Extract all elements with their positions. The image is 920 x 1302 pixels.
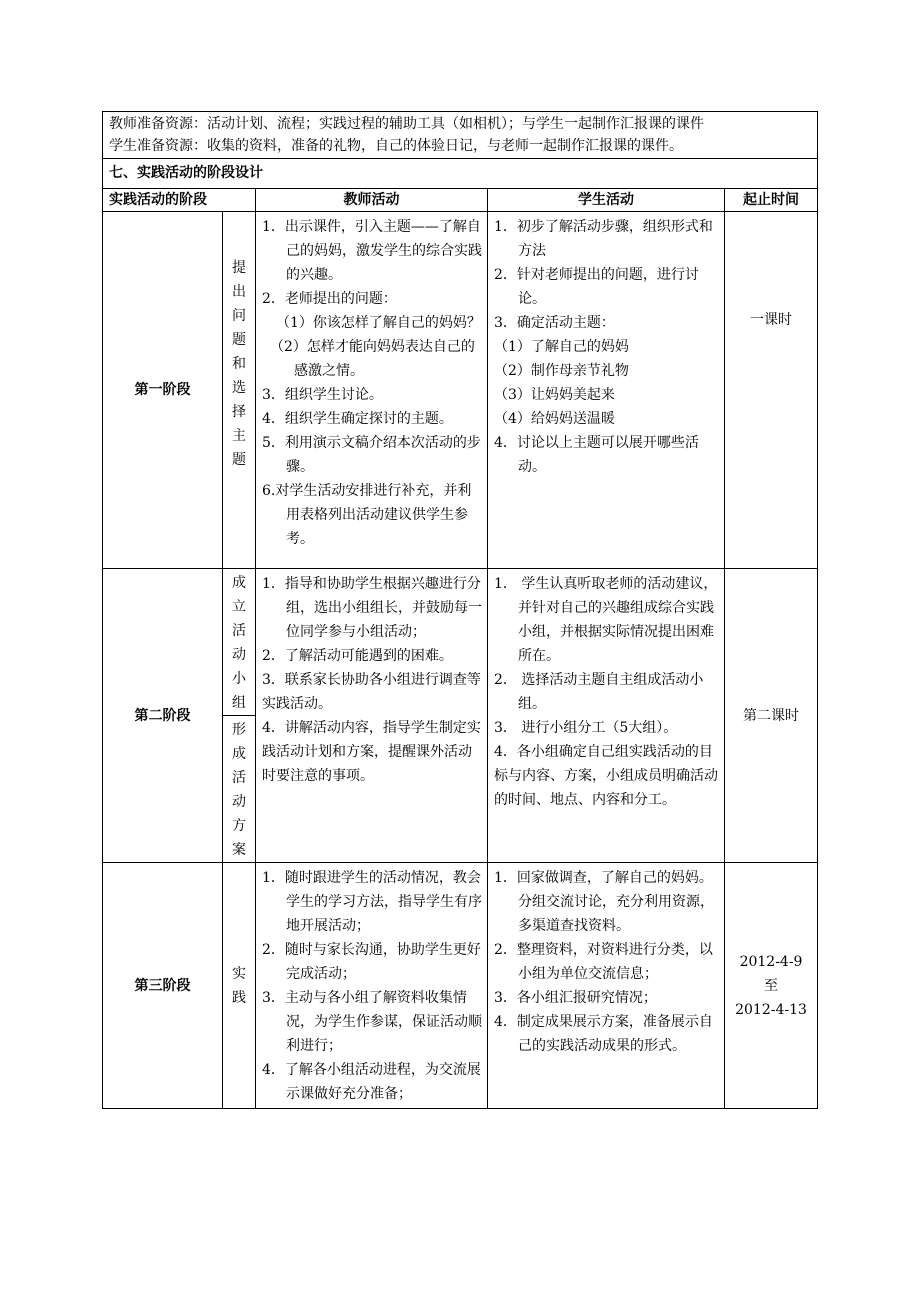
- list-item: 5．利用演示文稿介绍本次活动的步骤。: [262, 435, 481, 475]
- sub-char: 成: [232, 746, 246, 762]
- teacher-activities: [256, 569, 488, 863]
- sub-char: 形: [232, 722, 246, 738]
- sub-char: 和: [232, 356, 246, 372]
- list-item: 1． 学生认真听取老师的活动建议，并针对自己的兴趣组成综合实践小组，并根据实际情况提出困难所在。: [494, 576, 718, 664]
- stage-name: 第三阶段: [103, 863, 223, 1109]
- stage-row-2: [103, 569, 818, 716]
- list-item: 2．了解活动可能遇到的困难。: [262, 648, 453, 664]
- list-item: 1．指导和协助学生根据兴趣进行分组，选出小组组长，并鼓励每一位同学参与小组活动；: [262, 576, 482, 640]
- sub-char: 动: [232, 647, 246, 663]
- sub-char: 主: [232, 428, 246, 444]
- sub-char: 实: [232, 965, 246, 982]
- stage-sub-label: [223, 569, 256, 716]
- student-prep-text: 学生准备资源：收集的资料，准备的礼物，自己的体验日记，与老师一起制作汇报课的课件。: [109, 138, 683, 154]
- sub-char: 择: [232, 404, 246, 420]
- list-item: 1．出示课件，引入主题——了解自己的妈妈，激发学生的综合实践的兴趣。: [262, 219, 482, 283]
- list-item: 2．整理资料，对资料进行分类，以小组为单位交流信息；: [494, 942, 713, 982]
- list-item: 1．初步了解活动步骤，组织形式和方法: [494, 219, 713, 259]
- list-item: 4．讨论以上主题可以展开哪些活动。: [494, 435, 699, 475]
- list-item: 3．组织学生讨论。: [262, 387, 383, 403]
- list-item: 1．回家做调查，了解自己的妈妈。分组交流讨论，充分利用资源，多渠道查找资料。: [494, 870, 714, 934]
- list-item: （1）了解自己的妈妈: [494, 339, 629, 355]
- sub-char: 提: [232, 260, 246, 276]
- teacher-prep-text: 教师准备资源：活动计划、流程；实践过程的辅助工具（如相机）；与学生一起制作汇报课的课件: [109, 116, 704, 132]
- stage-name: 第一阶段: [103, 212, 223, 569]
- list-item: （3）让妈妈美起来: [494, 387, 615, 403]
- stage-sub-label: [223, 716, 256, 863]
- list-item: 4．讲解活动内容，指导学生制定实践活动计划和方案，提醒课外活动时要注意的事项。: [262, 720, 481, 784]
- stage-sub-label: [223, 212, 256, 569]
- stage-row-1: [103, 212, 818, 569]
- list-item: 1．随时跟进学生的活动情况，教会学生的学习方法，指导学生有序地开展活动；: [262, 870, 482, 934]
- stage-time: [725, 863, 818, 1109]
- sub-char: 问: [232, 308, 246, 324]
- sub-char: 组: [232, 695, 246, 711]
- list-item: 4．制定成果展示方案，准备展示自己的实践活动成果的形式。: [494, 1014, 713, 1054]
- header-stage: 实践活动的阶段: [103, 189, 256, 212]
- list-item: 3．主动与各小组了解资料收集情况，为学生作参谋，保证活动顺利进行；: [262, 990, 482, 1054]
- sub-char: 小: [232, 671, 246, 687]
- list-item: 2．老师提出的问题：: [262, 291, 397, 307]
- sub-char: 选: [232, 380, 246, 396]
- teacher-prep-row: [103, 112, 818, 159]
- teacher-activities: [256, 212, 488, 569]
- header-row: [103, 189, 818, 212]
- sub-char: 方: [232, 818, 246, 834]
- time-to: 至: [764, 977, 779, 994]
- sub-char: 活: [232, 770, 246, 786]
- activity-design-page: [102, 111, 817, 1109]
- list-item: 2．随时与家长沟通，协助学生更好完成活动；: [262, 942, 481, 982]
- stage-time: 一课时: [725, 212, 818, 569]
- time-start: 2012-4-9: [739, 953, 803, 970]
- student-activities: [488, 212, 725, 569]
- time-end: 2012-4-13: [735, 1001, 807, 1018]
- sub-char: 案: [232, 842, 246, 858]
- list-item: 4．各小组确定自己组实践活动的目标与内容、方案，小组成员明确活动的时间、地点、内容和分工。: [494, 744, 718, 808]
- list-item: （1）你该怎样了解自己的妈妈？: [276, 315, 481, 331]
- sub-char: 出: [232, 284, 246, 300]
- student-activities: [488, 569, 725, 863]
- stage-sub-label: [223, 863, 256, 1109]
- sub-char: 成: [232, 575, 246, 591]
- list-item: （2）制作母亲节礼物: [494, 363, 629, 379]
- stage-row-3: [103, 863, 818, 1109]
- sub-char: 践: [232, 989, 246, 1006]
- list-item: 2．针对老师提出的问题，进行讨论。: [494, 267, 699, 307]
- list-item: 4．了解各小组活动进程，为交流展示课做好充分准备；: [262, 1062, 481, 1102]
- list-item: 6.对学生活动安排进行补充，并利用表格列出活动建议供学生参考。: [262, 483, 472, 547]
- list-item: 3． 进行小组分工（5大组）。: [494, 720, 678, 736]
- stage-time: 第二课时: [725, 569, 818, 863]
- sub-char: 立: [232, 599, 246, 615]
- header-time: 起止时间: [725, 189, 818, 212]
- section-title-row: [103, 159, 818, 189]
- list-item: （2）怎样才能向妈妈表达自己的感激之情。: [270, 339, 475, 379]
- section-title: 七、实践活动的阶段设计: [103, 159, 818, 189]
- stage-name: 第二阶段: [103, 569, 223, 863]
- sub-char: 活: [232, 623, 246, 639]
- list-item: 3．各小组汇报研究情况；: [494, 990, 657, 1006]
- sub-char: 题: [232, 452, 246, 468]
- list-item: 4．组织学生确定探讨的主题。: [262, 411, 453, 427]
- list-item: 3．确定活动主题：: [494, 315, 615, 331]
- activity-design-table: [102, 111, 818, 1109]
- header-teacher: 教师活动: [256, 189, 488, 212]
- list-item: （4）给妈妈送温暖: [494, 411, 615, 427]
- list-item: 2． 选择活动主题自主组成活动小组。: [494, 672, 704, 712]
- list-item: 3．联系家长协助各小组进行调查等实践活动。: [262, 672, 481, 712]
- sub-char: 题: [232, 332, 246, 348]
- header-student: 学生活动: [488, 189, 725, 212]
- teacher-activities: [256, 863, 488, 1109]
- sub-char: 动: [232, 794, 246, 810]
- student-activities: [488, 863, 725, 1109]
